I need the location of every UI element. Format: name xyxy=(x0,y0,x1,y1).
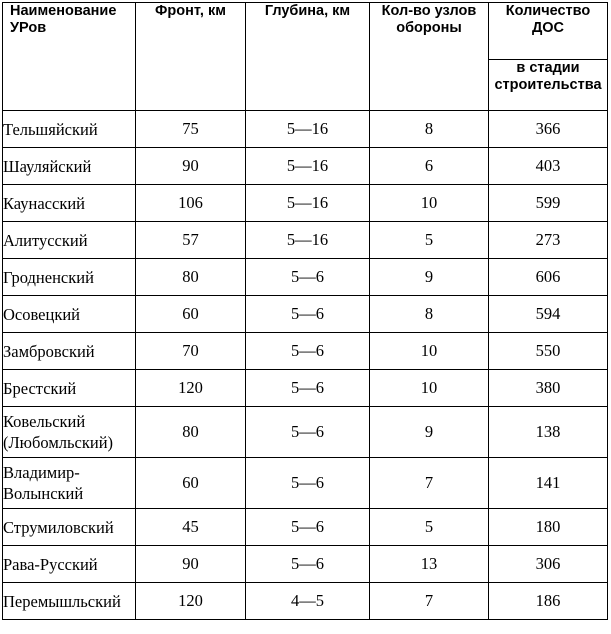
cell-nodes: 10 xyxy=(370,185,489,222)
header-row xyxy=(3,3,608,60)
cell-name: Алитусский xyxy=(3,222,136,259)
cell-name: Каунасский xyxy=(3,185,136,222)
cell-name: Брестский xyxy=(3,370,136,407)
header-depth: Глубина, км xyxy=(246,3,370,111)
cell-front: 90 xyxy=(136,546,246,583)
cell-depth: 5—16 xyxy=(246,111,370,148)
table-row xyxy=(3,546,608,583)
table-row xyxy=(3,458,608,509)
cell-front: 57 xyxy=(136,222,246,259)
cell-nodes: 10 xyxy=(370,370,489,407)
cell-front: 70 xyxy=(136,333,246,370)
cell-front: 60 xyxy=(136,458,246,509)
cell-dos: 594 xyxy=(489,296,608,333)
cell-nodes: 8 xyxy=(370,296,489,333)
cell-front: 90 xyxy=(136,148,246,185)
header-name: Наименование УРов xyxy=(3,3,136,111)
cell-name: Перемышльский xyxy=(3,583,136,620)
cell-depth: 5—6 xyxy=(246,458,370,509)
table-row xyxy=(3,296,608,333)
cell-nodes: 9 xyxy=(370,407,489,458)
cell-dos: 403 xyxy=(489,148,608,185)
cell-name: Осовецкий xyxy=(3,296,136,333)
cell-nodes: 10 xyxy=(370,333,489,370)
cell-dos: 138 xyxy=(489,407,608,458)
cell-front: 80 xyxy=(136,259,246,296)
cell-nodes: 9 xyxy=(370,259,489,296)
cell-name: Замбровский xyxy=(3,333,136,370)
fortified-areas-table xyxy=(2,2,608,620)
cell-name: Ковельский (Любомльский) xyxy=(3,407,136,458)
table-row xyxy=(3,222,608,259)
table-row xyxy=(3,111,608,148)
cell-nodes: 7 xyxy=(370,583,489,620)
cell-depth: 5—6 xyxy=(246,509,370,546)
cell-depth: 5—6 xyxy=(246,407,370,458)
cell-dos: 180 xyxy=(489,509,608,546)
table-row xyxy=(3,185,608,222)
cell-depth: 5—16 xyxy=(246,185,370,222)
table-row xyxy=(3,509,608,546)
cell-nodes: 5 xyxy=(370,222,489,259)
cell-name: Тельшяйский xyxy=(3,111,136,148)
cell-dos: 380 xyxy=(489,370,608,407)
cell-dos: 141 xyxy=(489,458,608,509)
header-front: Фронт, км xyxy=(136,3,246,111)
header-dos-sub: в стадии строительства xyxy=(489,60,608,111)
cell-dos: 186 xyxy=(489,583,608,620)
fortified-areas-table-container xyxy=(2,2,608,620)
cell-depth: 5—6 xyxy=(246,259,370,296)
header-nodes: Кол-во узлов обороны xyxy=(370,3,489,111)
cell-depth: 5—6 xyxy=(246,546,370,583)
cell-nodes: 8 xyxy=(370,111,489,148)
cell-name: Струмиловский xyxy=(3,509,136,546)
cell-front: 75 xyxy=(136,111,246,148)
cell-front: 120 xyxy=(136,583,246,620)
cell-name: Гродненский xyxy=(3,259,136,296)
cell-depth: 5—16 xyxy=(246,222,370,259)
table-row xyxy=(3,370,608,407)
cell-nodes: 7 xyxy=(370,458,489,509)
table-row xyxy=(3,259,608,296)
cell-nodes: 6 xyxy=(370,148,489,185)
cell-dos: 306 xyxy=(489,546,608,583)
cell-front: 106 xyxy=(136,185,246,222)
table-row xyxy=(3,148,608,185)
table-row xyxy=(3,333,608,370)
table-row xyxy=(3,407,608,458)
cell-depth: 5—16 xyxy=(246,148,370,185)
cell-dos: 606 xyxy=(489,259,608,296)
header-dos: Количество ДОС xyxy=(489,3,608,60)
cell-name: Владимир-Волынский xyxy=(3,458,136,509)
cell-front: 120 xyxy=(136,370,246,407)
cell-front: 60 xyxy=(136,296,246,333)
cell-front: 80 xyxy=(136,407,246,458)
cell-nodes: 13 xyxy=(370,546,489,583)
cell-nodes: 5 xyxy=(370,509,489,546)
cell-depth: 5—6 xyxy=(246,296,370,333)
cell-dos: 366 xyxy=(489,111,608,148)
cell-front: 45 xyxy=(136,509,246,546)
cell-name: Рава-Русский xyxy=(3,546,136,583)
cell-dos: 599 xyxy=(489,185,608,222)
cell-name: Шауляйский xyxy=(3,148,136,185)
table-row xyxy=(3,583,608,620)
cell-dos: 273 xyxy=(489,222,608,259)
cell-depth: 5—6 xyxy=(246,370,370,407)
cell-depth: 4—5 xyxy=(246,583,370,620)
cell-depth: 5—6 xyxy=(246,333,370,370)
cell-dos: 550 xyxy=(489,333,608,370)
